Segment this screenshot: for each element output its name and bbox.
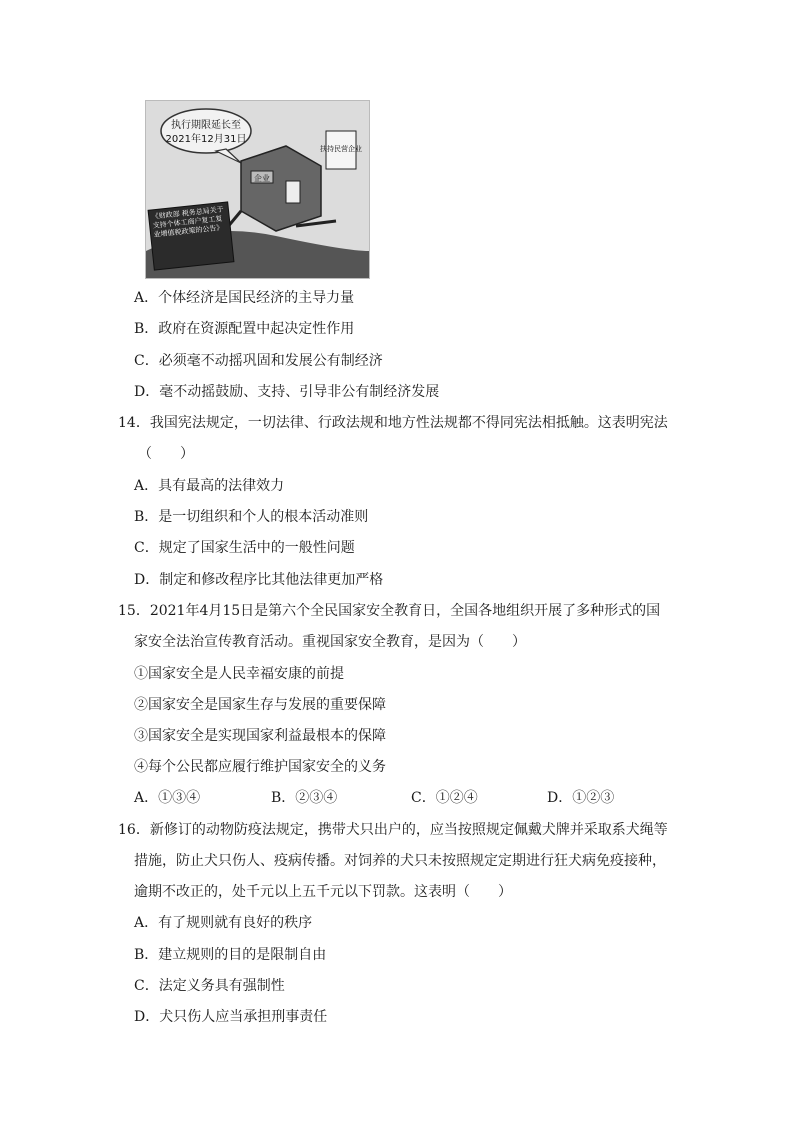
q13-option-c: C．必须毫不动摇巩固和发展公有制经济 bbox=[134, 353, 383, 369]
q16-option-d: D．犬只伤人应当承担刑事责任 bbox=[134, 1009, 328, 1025]
q15-statement-3: ③国家安全是实现国家利益最根本的保障 bbox=[134, 728, 386, 744]
q16-stem-line-2: 措施，防止犬只伤人、疫病传播。对饲养的犬只未按照规定定期进行狂犬病免疫接种， bbox=[134, 853, 666, 869]
q13-option-b: B．政府在资源配置中起决定性作用 bbox=[134, 321, 355, 337]
q15-stem-line-1: 15．2021年4月15日是第六个全民国家安全教育日，全国各地组织开展了多种形式的国 bbox=[118, 603, 661, 619]
q15-option-a: A．①③④ bbox=[134, 790, 201, 806]
q14-option-d: D．制定和修改程序比其他法律更加严格 bbox=[134, 572, 384, 588]
q16-stem-line-3: 逾期不改正的，处千元以上五千元以下罚款。这表明（ ） bbox=[134, 884, 512, 900]
q14-option-c: C．规定了国家生活中的一般性问题 bbox=[134, 540, 355, 556]
notice-text: 《财政部 税务总局关于支持个体工商户复工复业增值税政策的公告》 bbox=[151, 205, 225, 239]
q15-statement-4: ④每个公民都应履行维护国家安全的义务 bbox=[134, 759, 386, 775]
q14-option-a: A．具有最高的法律效力 bbox=[134, 478, 285, 494]
q15-statement-1: ①国家安全是人民幸福安康的前提 bbox=[134, 666, 344, 682]
q14-stem-line-1: 14．我国宪法规定，一切法律、行政法规和地方性法规都不得同宪法相抵触。这表明宪法 bbox=[118, 415, 668, 431]
q16-option-a: A．有了规则就有良好的秩序 bbox=[134, 915, 313, 931]
q13-option-a: A．个体经济是国民经济的主导力量 bbox=[134, 290, 355, 306]
sign-line-1: 执行期限延长至 bbox=[171, 120, 241, 131]
q15-statement-2: ②国家安全是国家生存与发展的重要保障 bbox=[134, 697, 386, 713]
q16-stem-line-1: 16．新修订的动物防疫法规定，携带犬只出户的，应当按照规定佩戴犬牌并采取系犬绳等 bbox=[118, 822, 668, 838]
q14-stem-line-2: （ ） bbox=[138, 446, 194, 462]
q16-option-b: B．建立规则的目的是限制自由 bbox=[134, 947, 327, 963]
q15-option-c: C．①②④ bbox=[411, 790, 478, 806]
q14-option-b: B．是一切组织和个人的根本活动准则 bbox=[134, 509, 369, 525]
q13-option-d: D．毫不动摇鼓励、支持、引导非公有制经济发展 bbox=[134, 384, 440, 400]
sign-line-2: 2021年12月31日 bbox=[165, 134, 247, 145]
q15-option-b: B．②③④ bbox=[271, 790, 338, 806]
tag-text: 扶持民营企业 bbox=[320, 145, 362, 153]
q15-stem-line-2: 家安全法治宣传教育活动。重视国家安全教育，是因为（ ） bbox=[134, 634, 526, 650]
cartoon-illustration bbox=[146, 101, 369, 278]
stamp-text: 企业 bbox=[254, 174, 270, 183]
q15-option-d: D．①②③ bbox=[547, 790, 615, 806]
cartoon-figure bbox=[145, 100, 370, 279]
q16-option-c: C．法定义务具有强制性 bbox=[134, 978, 285, 994]
